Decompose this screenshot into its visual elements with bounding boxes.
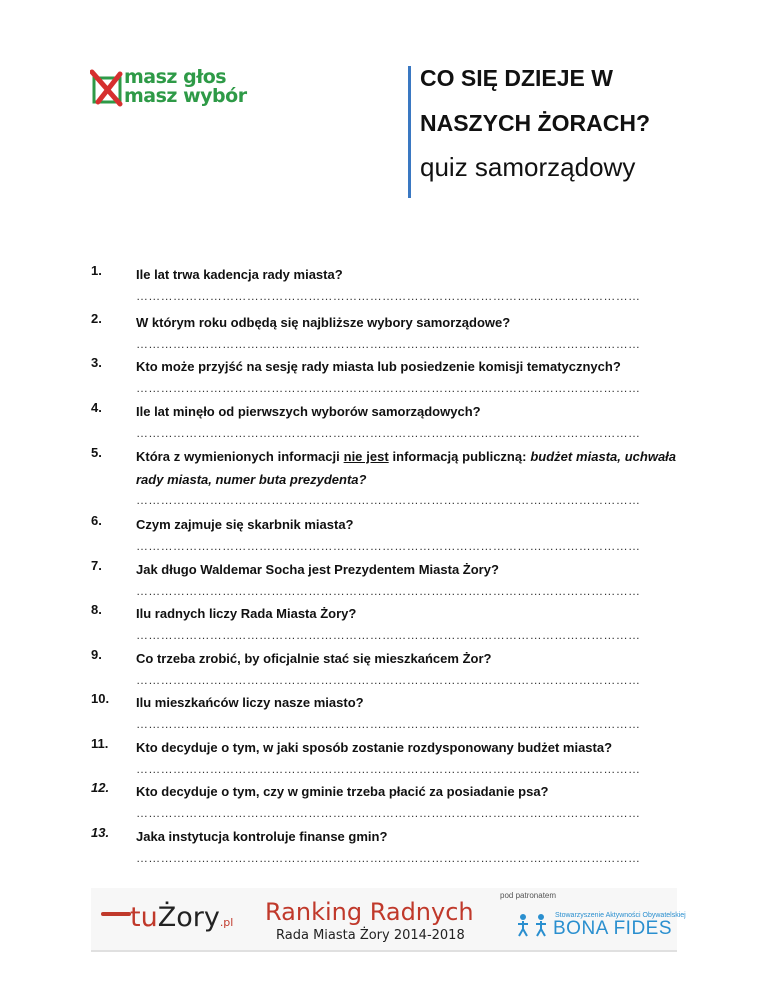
question-text: Ilu radnych liczy Rada Miasta Żory?: [136, 606, 357, 621]
question-number: 4.: [91, 400, 102, 415]
logo-line-1: masz głos: [124, 66, 227, 88]
question-number: 13.: [91, 825, 110, 840]
answer-line[interactable]: ……………………………………………………………………………………………………………: [136, 493, 641, 507]
question-text: Kto decyduje o tym, czy w gminie trzeba płacić za posiadanie psa?: [136, 784, 549, 799]
question-text: Jaka instytucja kontroluje finanse gmin?: [136, 829, 388, 844]
ranking-subtitle: Rada Miasta Żory 2014-2018: [276, 928, 465, 943]
question-number: 5.: [91, 445, 102, 460]
page-title-line-1: CO SIĘ DZIEJE W: [420, 65, 613, 91]
bona-fides-logo: BONA FIDES: [553, 918, 673, 939]
question-number: 10.: [91, 691, 110, 706]
logo-masz-glos: [90, 68, 260, 112]
page-subtitle: quiz samorządowy: [420, 152, 636, 182]
answer-line[interactable]: ……………………………………………………………………………………………………………: [136, 851, 641, 865]
question-text: Kto może przyjść na sesję rady miasta lub posiedzenie komisji tematycznych?: [136, 359, 621, 374]
tuzory-logo: tuŻory.pl: [130, 902, 234, 933]
question-text: Czym zajmuje się skarbnik miasta?: [136, 517, 354, 532]
question-number: 7.: [91, 558, 102, 573]
answer-line[interactable]: ……………………………………………………………………………………………………………: [136, 717, 641, 731]
bona-fides-tagline: Stowarzyszenie Aktywności Obywatelskiej: [555, 912, 686, 919]
question-number: 11.: [91, 736, 109, 751]
answer-line[interactable]: ……………………………………………………………………………………………………………: [136, 628, 641, 642]
answer-line[interactable]: ……………………………………………………………………………………………………………: [136, 673, 641, 687]
answer-line[interactable]: ……………………………………………………………………………………………………………: [136, 381, 641, 395]
title-accent-bar: [408, 66, 411, 198]
emphasis-underline: nie jest: [343, 449, 389, 464]
answer-line[interactable]: ……………………………………………………………………………………………………………: [136, 539, 641, 553]
patronage-label: pod patronatem: [500, 891, 557, 900]
answer-line[interactable]: ……………………………………………………………………………………………………………: [136, 806, 641, 820]
question-number: 2.: [91, 311, 102, 326]
answer-line[interactable]: ……………………………………………………………………………………………………………: [136, 289, 641, 303]
bona-fides-people-icon: [515, 912, 551, 938]
question-text: Ile lat trwa kadencja rady miasta?: [136, 267, 343, 282]
question-text: Ilu mieszkańców liczy nasze miasto?: [136, 695, 364, 710]
question-number: 1.: [91, 263, 102, 278]
question-text: Ile lat minęło od pierwszych wyborów samorządowych?: [136, 404, 481, 419]
logo-line-2: masz wybór: [124, 85, 247, 107]
question-text: Kto decyduje o tym, w jaki sposób zostanie rozdysponowany budżet miasta?: [136, 740, 613, 755]
footer-divider: [91, 950, 677, 952]
question-text: Jak długo Waldemar Socha jest Prezydentem Miasta Żory?: [136, 562, 499, 577]
question-number: 6.: [91, 513, 102, 528]
answer-line[interactable]: ……………………………………………………………………………………………………………: [136, 762, 641, 776]
question-number: 8.: [91, 602, 102, 617]
question-text: Która z wymienionych informacji nie jest informacją publiczną: budżet miasta, uchwała rady miasta, numer buta prezydenta?: [136, 449, 677, 487]
page-title-line-2: NASZYCH ŻORACH?: [420, 110, 650, 136]
question-number: 3.: [91, 355, 102, 370]
question-text: Co trzeba zrobić, by oficjalnie stać się mieszkańcem Żor?: [136, 651, 492, 666]
emphasis-italic: budżet miasta, uchwała rady miasta, numer buta prezydenta?: [136, 449, 677, 487]
question-number: 9.: [91, 647, 102, 662]
answer-line[interactable]: ……………………………………………………………………………………………………………: [136, 584, 641, 598]
answer-line[interactable]: ……………………………………………………………………………………………………………: [136, 337, 641, 351]
question-text: W którym roku odbędą się najbliższe wybory samorządowe?: [136, 315, 511, 330]
ranking-title: Ranking Radnych: [265, 898, 474, 926]
answer-line[interactable]: ……………………………………………………………………………………………………………: [136, 426, 641, 440]
question-number: 12.: [91, 780, 110, 795]
